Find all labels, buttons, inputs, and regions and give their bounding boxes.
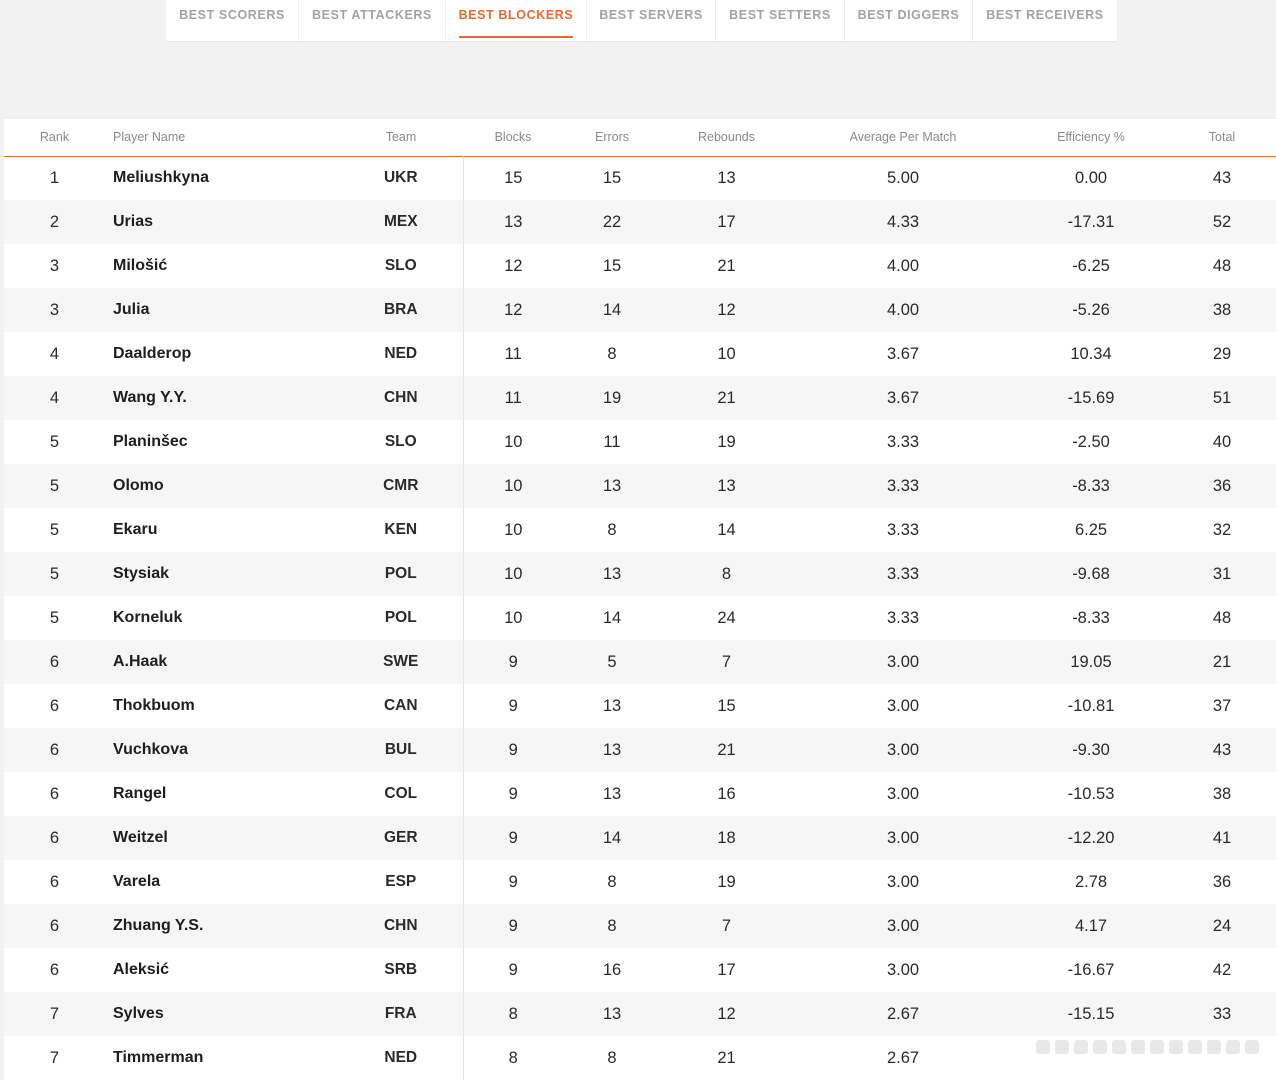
- cell-total: 36: [1212, 872, 1232, 891]
- cell-rank: 6: [49, 696, 60, 715]
- cell-total: 38: [1212, 300, 1232, 319]
- cell-team: POL: [339, 596, 463, 640]
- cell-average-per-match: 3.67: [886, 344, 920, 363]
- cell-rebounds: 7: [721, 652, 732, 671]
- cell-team: CAN: [339, 684, 463, 728]
- cell-player-name[interactable]: Timmerman: [113, 1049, 204, 1066]
- tab-best-receivers[interactable]: [973, 0, 1117, 42]
- cell-rank: 7: [49, 1048, 60, 1067]
- cell-total: 52: [1212, 212, 1232, 231]
- cell-rebounds: 15: [717, 696, 736, 715]
- cell-errors: 22: [602, 212, 622, 231]
- cell-average-per-match: 3.00: [886, 872, 920, 891]
- cell-blocks: 8: [508, 1004, 518, 1023]
- table-row[interactable]: [4, 376, 1276, 420]
- cell-rank: 4: [49, 388, 60, 407]
- cell-total: 33: [1212, 1004, 1232, 1023]
- table-row[interactable]: [4, 860, 1276, 904]
- col-header-efficiency[interactable]: Efficiency %: [1057, 130, 1125, 145]
- cell-total: 48: [1212, 256, 1232, 275]
- cell-efficiency: -8.33: [1072, 476, 1110, 495]
- cell-team: COL: [339, 772, 463, 816]
- cell-average-per-match: 3.00: [886, 740, 920, 759]
- cell-rebounds: 12: [717, 1004, 736, 1023]
- cell-rank: 5: [49, 476, 60, 495]
- cell-rebounds: 18: [717, 828, 736, 847]
- cell-rebounds: 21: [717, 256, 736, 275]
- cell-total: 43: [1212, 740, 1232, 759]
- cell-errors: 15: [602, 168, 622, 187]
- cell-average-per-match: 3.00: [886, 960, 920, 979]
- table-row[interactable]: [4, 244, 1276, 288]
- cell-player-name[interactable]: Zhuang Y.S.: [113, 917, 204, 934]
- tab-label: BEST SETTERS: [729, 8, 831, 22]
- cell-team: MEX: [339, 200, 463, 244]
- cell-average-per-match: 3.33: [886, 564, 920, 583]
- cell-rank: 6: [49, 740, 60, 759]
- cell-blocks: 10: [504, 432, 523, 451]
- cell-errors: 8: [607, 872, 617, 891]
- cell-total: 43: [1212, 168, 1232, 187]
- cell-efficiency: -2.50: [1072, 432, 1110, 451]
- cell-team: SLO: [339, 244, 463, 288]
- cell-rebounds: 16: [717, 784, 736, 803]
- table-row[interactable]: [4, 596, 1276, 640]
- cell-total: 48: [1212, 608, 1232, 627]
- cell-team: CMR: [339, 464, 463, 508]
- table-row[interactable]: [4, 816, 1276, 860]
- cell-blocks: 11: [504, 344, 522, 363]
- table-row[interactable]: [4, 420, 1276, 464]
- cell-average-per-match: 3.00: [886, 828, 920, 847]
- table-row[interactable]: [4, 992, 1276, 1036]
- cell-average-per-match: 4.33: [886, 212, 920, 231]
- cell-rank: 5: [49, 564, 60, 583]
- cell-efficiency: -10.81: [1067, 696, 1115, 715]
- cell-team: SLO: [339, 420, 463, 464]
- table-row[interactable]: [4, 200, 1276, 244]
- cell-blocks: 12: [504, 256, 523, 275]
- table-row[interactable]: [4, 904, 1276, 948]
- cell-average-per-match: 4.00: [886, 256, 920, 275]
- cell-errors: 13: [602, 476, 622, 495]
- cell-player-name[interactable]: Milošić: [113, 257, 168, 274]
- cell-average-per-match: 3.33: [886, 432, 920, 451]
- cell-rebounds: 10: [717, 344, 736, 363]
- cell-blocks: 9: [508, 696, 518, 715]
- cell-blocks: 11: [504, 388, 522, 407]
- cell-rebounds: 17: [717, 212, 736, 231]
- tab-best-blockers[interactable]: [446, 0, 587, 42]
- cell-average-per-match: 3.00: [886, 652, 920, 671]
- cell-rebounds: 19: [717, 872, 736, 891]
- cell-average-per-match: 2.67: [886, 1004, 920, 1023]
- col-header-rank[interactable]: Rank: [39, 130, 70, 145]
- cell-average-per-match: 3.00: [886, 696, 920, 715]
- cell-errors: 13: [602, 1004, 622, 1023]
- cell-total: 37: [1212, 696, 1232, 715]
- cell-errors: 16: [602, 960, 622, 979]
- cell-blocks: 10: [504, 608, 523, 627]
- cell-rank: 6: [49, 784, 60, 803]
- cell-rank: 3: [49, 300, 60, 319]
- cell-rebounds: 19: [717, 432, 736, 451]
- table-row[interactable]: [4, 552, 1276, 596]
- table-body: [4, 156, 1276, 1080]
- cell-rank: 6: [49, 916, 60, 935]
- cell-player-name[interactable]: Sylves: [113, 1005, 164, 1022]
- cell-efficiency: -12.20: [1067, 828, 1115, 847]
- cell-player-name[interactable]: Stysiak: [113, 565, 170, 582]
- cell-blocks: 8: [508, 1048, 518, 1067]
- cell-errors: 19: [602, 388, 622, 407]
- cell-team: FRA: [339, 992, 463, 1036]
- cell-total: 51: [1212, 388, 1232, 407]
- cell-rank: 6: [49, 872, 60, 891]
- cell-errors: 8: [607, 916, 617, 935]
- cell-total: 36: [1212, 476, 1232, 495]
- cell-rebounds: 24: [717, 608, 736, 627]
- cell-player-name[interactable]: Korneluk: [113, 609, 183, 626]
- cell-player-name[interactable]: Olomo: [113, 477, 164, 494]
- col-header-player-name[interactable]: Player Name: [113, 130, 186, 145]
- cell-errors: 13: [602, 784, 622, 803]
- table-header-row: [4, 119, 1276, 156]
- cell-team: BRA: [339, 288, 463, 332]
- cell-blocks: 13: [504, 212, 523, 231]
- cell-rebounds: 17: [717, 960, 736, 979]
- cell-errors: 14: [602, 608, 622, 627]
- cell-rank: 3: [49, 256, 60, 275]
- tab-best-diggers[interactable]: [845, 0, 973, 42]
- cell-player-name[interactable]: Vuchkova: [113, 741, 188, 758]
- cell-errors: 15: [602, 256, 622, 275]
- cell-blocks: 12: [504, 300, 523, 319]
- cell-efficiency: -16.67: [1067, 960, 1115, 979]
- tab-label: BEST DIGGERS: [857, 8, 960, 22]
- tab-label: BEST BLOCKERS: [459, 8, 574, 38]
- tab-best-servers[interactable]: [587, 0, 716, 42]
- cell-rank: 6: [49, 960, 60, 979]
- cell-efficiency: -15.69: [1067, 388, 1115, 407]
- tab-label: BEST RECEIVERS: [986, 8, 1104, 22]
- cell-team: POL: [339, 552, 463, 596]
- cell-player-name[interactable]: Varela: [113, 873, 161, 890]
- table-row[interactable]: [4, 156, 1276, 200]
- cell-efficiency: 19.05: [1070, 652, 1112, 671]
- table-row[interactable]: [4, 948, 1276, 992]
- cell-total: 32: [1212, 520, 1232, 539]
- cell-total: 41: [1212, 828, 1232, 847]
- cell-efficiency: 6.25: [1074, 520, 1108, 539]
- cell-average-per-match: 3.67: [886, 388, 920, 407]
- cell-team: NED: [339, 1036, 463, 1080]
- cell-efficiency: -6.25: [1072, 256, 1110, 275]
- cell-average-per-match: 3.33: [886, 608, 920, 627]
- cell-total: 24: [1212, 916, 1232, 935]
- col-header-rebounds[interactable]: Rebounds: [698, 130, 755, 145]
- cell-team: BUL: [339, 728, 463, 772]
- cell-average-per-match: 3.00: [886, 916, 920, 935]
- cell-errors: 5: [607, 652, 617, 671]
- cell-errors: 8: [607, 344, 617, 363]
- table-row[interactable]: [4, 728, 1276, 772]
- cell-efficiency: 0.00: [1074, 168, 1108, 187]
- cell-efficiency: 2.78: [1074, 872, 1108, 891]
- cell-rebounds: 13: [717, 168, 736, 187]
- cell-rebounds: 21: [717, 388, 736, 407]
- cell-team: CHN: [339, 904, 463, 948]
- cell-rank: 4: [49, 344, 60, 363]
- col-header-errors[interactable]: Errors: [594, 130, 630, 145]
- cell-errors: 14: [602, 828, 622, 847]
- cell-player-name[interactable]: Planinšec: [113, 433, 188, 450]
- tab-label: BEST ATTACKERS: [312, 8, 432, 22]
- cell-team: CHN: [339, 376, 463, 420]
- cell-blocks: 9: [508, 740, 518, 759]
- cell-player-name[interactable]: Aleksić: [113, 961, 170, 978]
- cell-blocks: 10: [504, 476, 523, 495]
- cell-blocks: 9: [508, 872, 518, 891]
- tab-label: BEST SERVERS: [599, 8, 703, 22]
- col-header-total[interactable]: Total: [1208, 130, 1236, 145]
- cell-blocks: 9: [508, 960, 518, 979]
- cell-efficiency: -10.53: [1067, 784, 1115, 803]
- cell-player-name[interactable]: Ekaru: [113, 521, 158, 538]
- cell-efficiency: -9.68: [1072, 564, 1110, 583]
- table-row[interactable]: [4, 508, 1276, 552]
- cell-efficiency: -8.33: [1072, 608, 1110, 627]
- cell-errors: 13: [602, 740, 622, 759]
- cell-blocks: 10: [504, 564, 523, 583]
- tab-best-attackers[interactable]: [299, 0, 446, 42]
- cell-rebounds: 7: [721, 916, 732, 935]
- cell-rank: 5: [49, 608, 60, 627]
- cell-errors: 11: [603, 432, 621, 451]
- cell-total: 40: [1212, 432, 1232, 451]
- cell-blocks: 9: [508, 652, 518, 671]
- cell-rebounds: 14: [717, 520, 736, 539]
- cell-average-per-match: 3.33: [886, 476, 920, 495]
- cell-efficiency: -17.31: [1067, 212, 1115, 231]
- table-row[interactable]: [4, 684, 1276, 728]
- stats-category-tabs: [166, 0, 1117, 42]
- cell-player-name[interactable]: Meliushkyna: [113, 169, 210, 187]
- cell-blocks: 9: [508, 784, 518, 803]
- tab-best-setters[interactable]: [716, 0, 845, 42]
- cell-rebounds: 13: [717, 476, 736, 495]
- cell-rank: 1: [49, 168, 60, 187]
- cell-player-name[interactable]: A.Haak: [113, 653, 168, 670]
- cell-team: SWE: [339, 640, 463, 684]
- cell-player-name[interactable]: Rangel: [113, 785, 167, 802]
- cell-team: ESP: [339, 860, 463, 904]
- cell-errors: 14: [602, 300, 622, 319]
- cell-player-name[interactable]: Daalderop: [113, 345, 192, 362]
- cell-player-name[interactable]: Urias: [113, 213, 154, 230]
- cell-rank: 6: [49, 652, 60, 671]
- cell-total: 29: [1212, 344, 1232, 363]
- cell-rank: 5: [49, 520, 60, 539]
- cell-rank: 2: [49, 212, 60, 231]
- cell-rank: 5: [49, 432, 60, 451]
- cell-team: KEN: [339, 508, 463, 552]
- cell-blocks: 15: [504, 168, 523, 187]
- cell-average-per-match: 4.00: [886, 300, 920, 319]
- cell-blocks: 10: [504, 520, 523, 539]
- col-header-blocks[interactable]: Blocks: [494, 130, 532, 145]
- table-row[interactable]: [4, 332, 1276, 376]
- stats-panel: [4, 119, 1276, 1080]
- cell-player-name[interactable]: Wang Y.Y.: [113, 389, 187, 406]
- table-row[interactable]: [4, 640, 1276, 684]
- cell-total: 31: [1212, 564, 1232, 583]
- cell-efficiency: 4.17: [1074, 916, 1108, 935]
- cell-errors: 13: [602, 564, 622, 583]
- cell-rank: 6: [49, 828, 60, 847]
- col-header-average-per-match[interactable]: Average Per Match: [849, 130, 957, 145]
- cell-total: 42: [1212, 960, 1232, 979]
- cell-rebounds: 21: [717, 1048, 736, 1067]
- cell-average-per-match: 2.67: [886, 1048, 920, 1067]
- cell-average-per-match: 5.00: [886, 168, 920, 187]
- cell-errors: 8: [607, 520, 617, 539]
- col-header-team[interactable]: Team: [385, 130, 417, 145]
- cell-efficiency: -9.30: [1072, 740, 1110, 759]
- cell-rank: 7: [49, 1004, 60, 1023]
- cell-total: 21: [1212, 652, 1232, 671]
- cell-efficiency: -5.26: [1072, 300, 1110, 319]
- cell-player-name[interactable]: Thokbuom: [113, 697, 195, 714]
- cell-rebounds: 12: [717, 300, 736, 319]
- cell-player-name[interactable]: Weitzel: [113, 829, 168, 846]
- cell-average-per-match: 3.33: [886, 520, 920, 539]
- cell-team: NED: [339, 332, 463, 376]
- cell-team: SRB: [339, 948, 463, 992]
- best-blockers-table: [4, 119, 1276, 1080]
- cell-average-per-match: 3.00: [886, 784, 920, 803]
- tab-label: BEST SCORERS: [179, 8, 285, 22]
- tab-best-scorers[interactable]: [166, 0, 299, 42]
- table-row[interactable]: [4, 464, 1276, 508]
- cell-blocks: 9: [508, 916, 518, 935]
- cell-team: GER: [339, 816, 463, 860]
- watermark: [1036, 1040, 1259, 1054]
- cell-blocks: 9: [508, 828, 518, 847]
- table-row[interactable]: [4, 772, 1276, 816]
- cell-errors: 13: [602, 696, 622, 715]
- cell-total: 38: [1212, 784, 1232, 803]
- table-row[interactable]: [4, 288, 1276, 332]
- cell-rebounds: 8: [721, 564, 732, 583]
- cell-efficiency: 10.34: [1070, 344, 1112, 363]
- cell-player-name[interactable]: Julia: [113, 301, 150, 318]
- cell-efficiency: -15.15: [1067, 1004, 1115, 1023]
- cell-errors: 8: [607, 1048, 617, 1067]
- cell-rebounds: 21: [717, 740, 736, 759]
- cell-team: UKR: [339, 156, 463, 200]
